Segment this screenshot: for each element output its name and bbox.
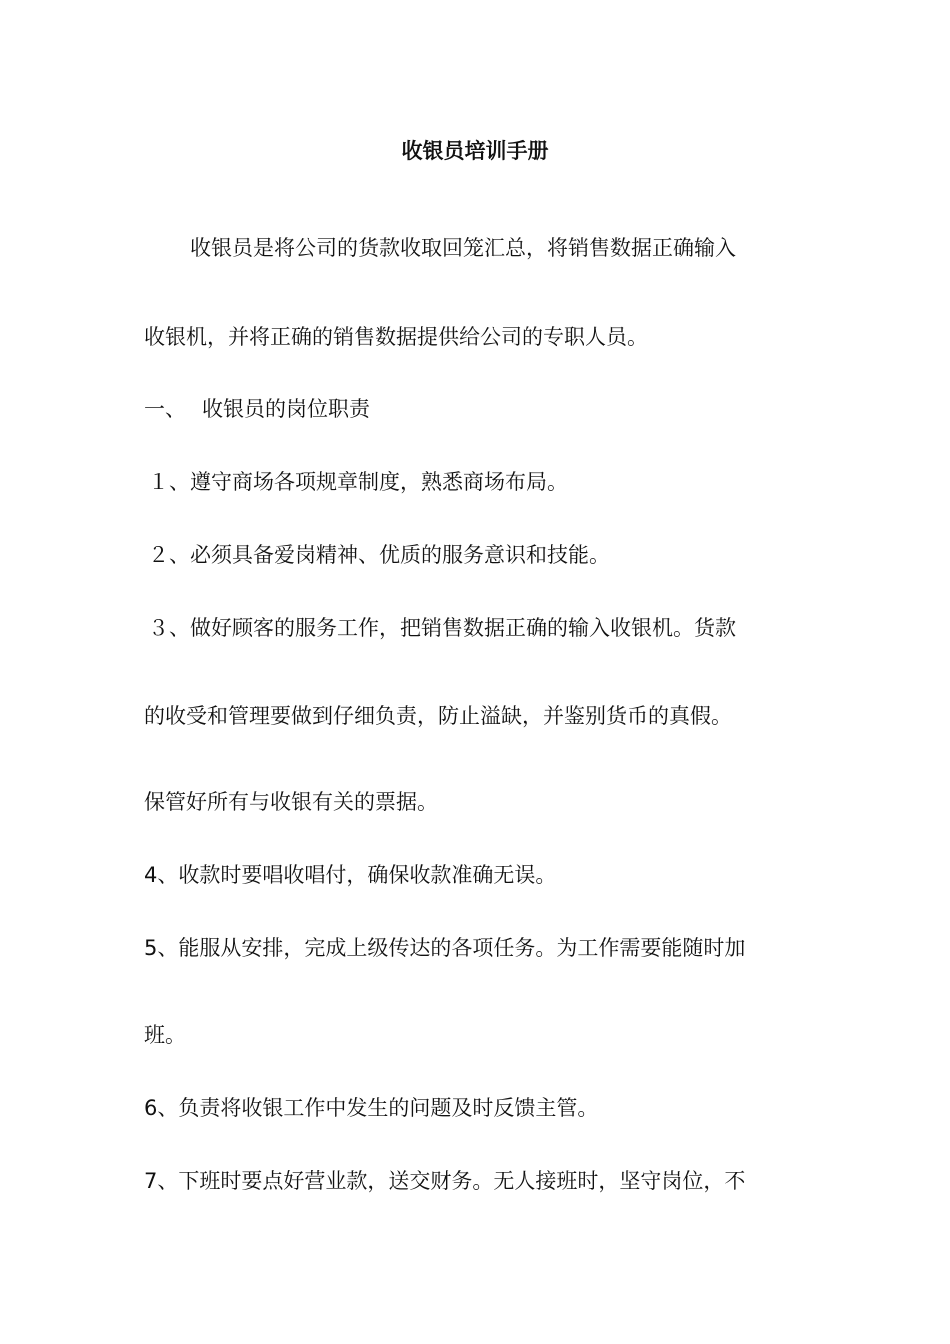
list-item: 5、能服从安排，完成上级传达的各项任务。为工作需要能随时加 [144,936,746,960]
list-item: 6、负责将收银工作中发生的问题及时反馈主管。 [144,1096,599,1120]
section-number: 一、 [144,397,186,421]
list-item: １、遵守商场各项规章制度，熟悉商场布局。 [148,470,568,494]
section-heading: 收银员的岗位职责 [202,397,370,421]
list-item-continuation: 保管好所有与收银有关的票据。 [144,790,438,814]
list-item-continuation: 的收受和管理要做到仔细负责，防止溢缺，并鉴别货币的真假。 [144,704,732,728]
list-item-continuation: 班。 [144,1023,186,1047]
list-item: 7、下班时要点好营业款，送交财务。无人接班时，坚守岗位，不 [144,1169,746,1193]
intro-line-1: 收银员是将公司的货款收取回笼汇总，将销售数据正确输入 [190,236,736,260]
list-item: 4、收款时要唱收唱付，确保收款准确无误。 [144,863,557,887]
list-item: ２、必须具备爱岗精神、优质的服务意识和技能。 [148,543,610,567]
document-title: 收银员培训手册 [401,139,549,163]
list-item: ３、做好顾客的服务工作，把销售数据正确的输入收银机。货款 [148,616,736,640]
intro-line-2: 收银机，并将正确的销售数据提供给公司的专职人员。 [144,325,648,349]
